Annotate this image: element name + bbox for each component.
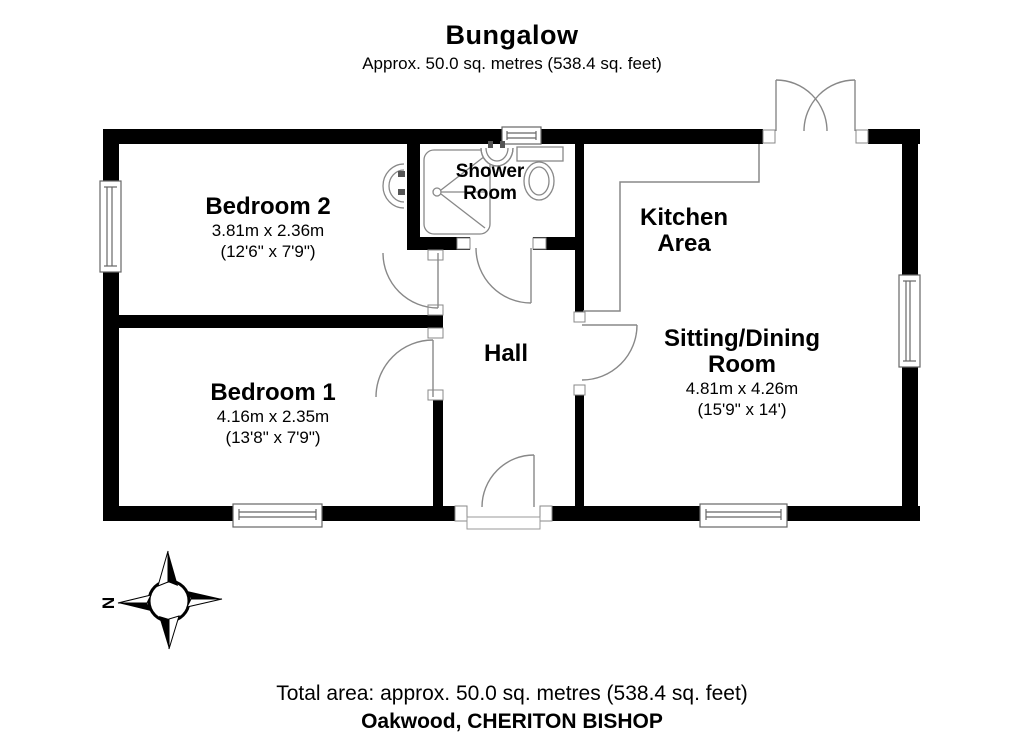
- room-dims-metric: 4.81m x 4.26m: [685, 379, 799, 398]
- property-address: Oakwood, CHERITON BISHOP: [361, 710, 663, 733]
- front-door: [482, 455, 534, 507]
- room-name: Bedroom 2: [205, 193, 331, 220]
- window-bedroom-1: [233, 504, 322, 527]
- page-title: Bungalow: [445, 20, 579, 50]
- window-left: [100, 181, 121, 272]
- room-label-shower-room: [428, 161, 552, 205]
- compass-north-icon: [99, 551, 222, 649]
- room-name: Sitting/Dining Room: [664, 325, 820, 378]
- room-dims-metric: 3.81m x 2.36m: [211, 221, 325, 240]
- room-label-sitting-dining-room: [647, 326, 837, 420]
- total-area-text: Total area: approx. 50.0 sq. metres (538.4 sq. feet): [276, 682, 748, 705]
- shower-room-door: [476, 248, 531, 303]
- entrance-threshold: [467, 517, 540, 529]
- room-label-bedroom-2: [148, 194, 388, 262]
- room-dims-metric: 4.16m x 2.35m: [216, 407, 330, 426]
- room-dims-imperial: (15'9" x 14'): [697, 400, 787, 419]
- room-name: Kitchen Area: [639, 204, 728, 257]
- room-name: Hall: [483, 340, 528, 367]
- sitting-room-door: [582, 325, 637, 380]
- doors: [376, 80, 855, 507]
- footer-block: [0, 682, 1024, 734]
- room-label-hall: [466, 341, 546, 367]
- window-right: [899, 275, 920, 367]
- room-label-kitchen-area: [629, 205, 739, 257]
- window-sitting-room: [700, 504, 787, 527]
- room-name: Shower Room: [455, 161, 525, 204]
- french-doors: [776, 80, 855, 131]
- page-subtitle: Approx. 50.0 sq. metres (538.4 sq. feet): [362, 54, 662, 73]
- compass-north-label: N: [99, 596, 118, 610]
- room-dims-imperial: (13'8" x 7'9"): [225, 428, 321, 447]
- room-name: Bedroom 1: [210, 379, 336, 406]
- room-dims-imperial: (12'6" x 7'9"): [220, 242, 316, 261]
- window-shower-room: [502, 127, 541, 144]
- room-label-bedroom-1: [153, 380, 393, 448]
- bedroom-2-door: [383, 253, 438, 308]
